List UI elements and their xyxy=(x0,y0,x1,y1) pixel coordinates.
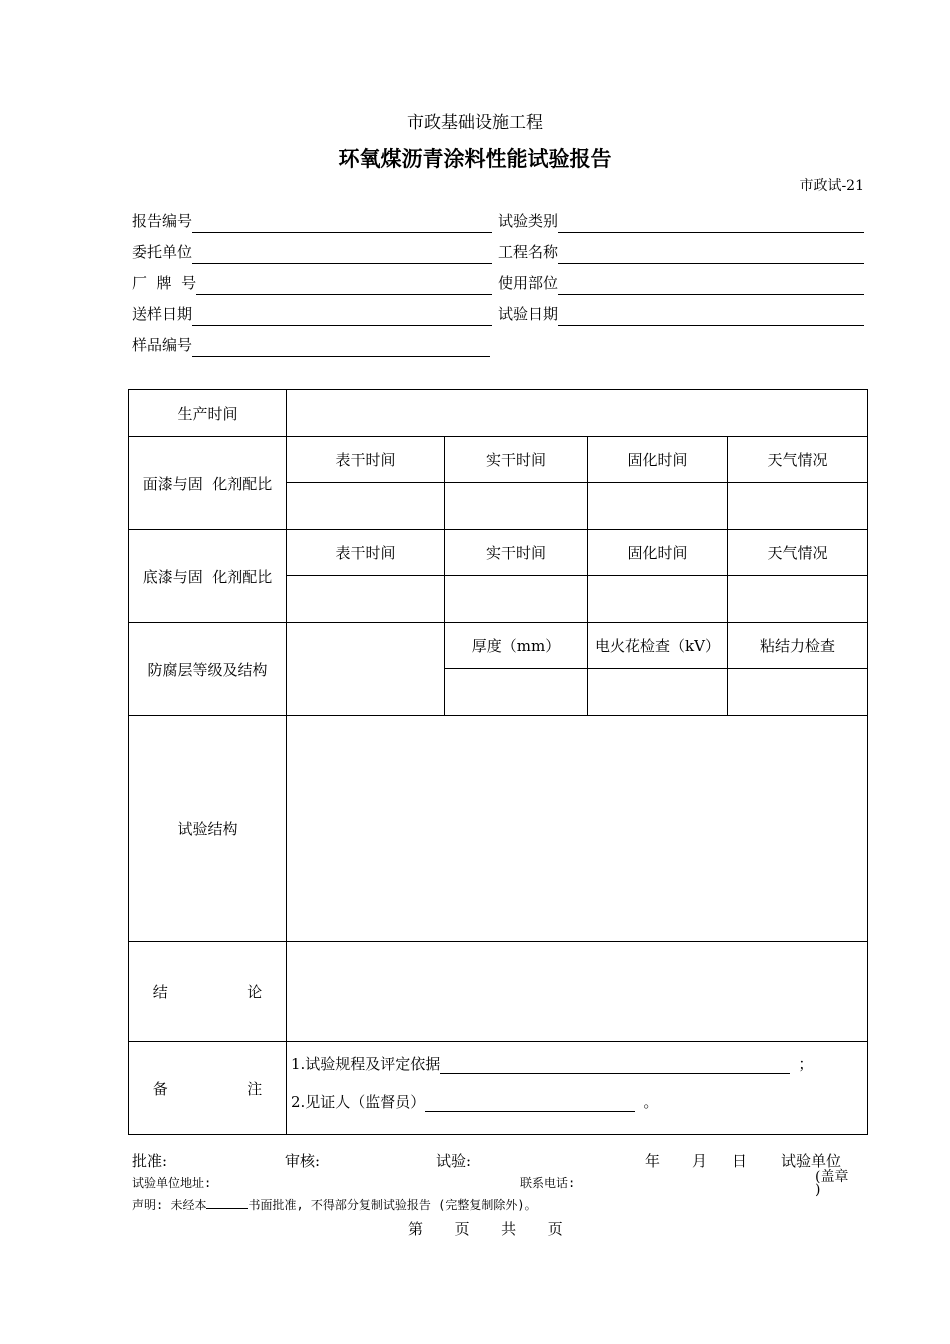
note1-end: ； xyxy=(798,1055,814,1073)
note1-blank[interactable] xyxy=(440,1055,790,1074)
report-table xyxy=(128,389,868,1135)
phone-label: 联系电话: xyxy=(520,1176,576,1190)
doc-subtitle: 市政基础设施工程 xyxy=(407,113,543,133)
primer-ratio-label: 底漆与固 化剂配比 xyxy=(129,530,287,623)
project-name-field[interactable] xyxy=(498,242,864,264)
statement xyxy=(132,1196,537,1213)
report-no-field[interactable] xyxy=(132,211,492,233)
topcoat-ratio-label: 面漆与固 化剂配比 xyxy=(129,437,287,530)
remarks-value xyxy=(287,1042,868,1135)
brand-label: 厂 牌 号 xyxy=(132,274,197,292)
client-label: 委托单位 xyxy=(132,243,193,261)
project-name-label: 工程名称 xyxy=(498,243,559,261)
form-number: 市政试-21 xyxy=(799,178,864,194)
unit-address-label: 试验单位地址: xyxy=(132,1176,212,1190)
seal-label: (盖章 xyxy=(815,1169,849,1185)
year-label: 年 xyxy=(645,1152,661,1170)
note2-blank[interactable] xyxy=(425,1093,635,1112)
topcoat-weather-value[interactable] xyxy=(728,483,868,530)
test-result-value[interactable] xyxy=(287,716,868,942)
test-type-field[interactable] xyxy=(498,211,864,233)
production-time-label: 生产时间 xyxy=(129,390,287,437)
spark-test-value[interactable] xyxy=(588,669,728,716)
page-c: 共 xyxy=(501,1220,517,1238)
page-counter xyxy=(408,1218,563,1239)
topcoat-cure-time-value[interactable] xyxy=(588,483,728,530)
spark-test-header: 电火花检查（kV） xyxy=(588,623,728,669)
sample-no-label: 样品编号 xyxy=(132,336,193,354)
usage-part-field[interactable] xyxy=(498,273,864,295)
conclusion-label xyxy=(129,942,287,1042)
usage-part-label: 使用部位 xyxy=(498,274,559,292)
day-label: 日 xyxy=(732,1152,748,1170)
test-type-label: 试验类别 xyxy=(498,212,559,230)
remarks-label-a: 备 xyxy=(152,1079,168,1098)
topcoat-cure-time-header: 固化时间 xyxy=(588,437,728,483)
remarks-label xyxy=(129,1042,287,1135)
conclusion-value[interactable] xyxy=(287,942,868,1042)
topcoat-surface-dry-value[interactable] xyxy=(287,483,445,530)
primer-surface-dry-header: 表干时间 xyxy=(287,530,445,576)
primer-hard-dry-value[interactable] xyxy=(445,576,588,623)
adhesion-header: 粘结力检查 xyxy=(728,623,868,669)
sample-no-field[interactable] xyxy=(132,335,490,357)
test-result-label: 试验结构 xyxy=(129,716,287,942)
primer-weather-header: 天气情况 xyxy=(728,530,868,576)
adhesion-value[interactable] xyxy=(728,669,868,716)
topcoat-weather-header: 天气情况 xyxy=(728,437,868,483)
test-date-field[interactable] xyxy=(498,304,864,326)
conclusion-label-a: 结 xyxy=(152,983,168,1001)
primer-weather-value[interactable] xyxy=(728,576,868,623)
statement-b: 书面批准, 不得部分复制试验报告 (完整复制除外)。 xyxy=(248,1198,537,1212)
primer-cure-time-value[interactable] xyxy=(588,576,728,623)
remarks-label-b: 注 xyxy=(247,1079,263,1098)
page-a: 第 xyxy=(408,1220,424,1238)
production-time-value[interactable] xyxy=(287,390,868,437)
anticorrosion-value[interactable] xyxy=(287,623,445,716)
seal-close: ) xyxy=(815,1182,821,1198)
approve-label: 批准: xyxy=(132,1152,168,1170)
note1-label: 1.试验规程及评定依据 xyxy=(291,1055,441,1073)
test-label: 试验: xyxy=(436,1152,472,1170)
conclusion-label-b: 论 xyxy=(247,983,263,1001)
note2-label: 2.见证人（监督员） xyxy=(291,1093,426,1111)
review-label: 审核: xyxy=(285,1152,321,1170)
report-no-label: 报告编号 xyxy=(132,212,193,230)
page-d: 页 xyxy=(547,1220,563,1238)
sample-date-field[interactable] xyxy=(132,304,492,326)
brand-field[interactable] xyxy=(132,273,492,295)
page-b: 页 xyxy=(454,1220,470,1238)
topcoat-hard-dry-header: 实干时间 xyxy=(445,437,588,483)
anticorrosion-label: 防腐层等级及结构 xyxy=(129,623,287,716)
doc-title: 环氧煤沥青涂料性能试验报告 xyxy=(338,147,612,171)
sample-date-label: 送样日期 xyxy=(132,305,193,323)
client-field[interactable] xyxy=(132,242,492,264)
topcoat-surface-dry-header: 表干时间 xyxy=(287,437,445,483)
topcoat-hard-dry-value[interactable] xyxy=(445,483,588,530)
month-label: 月 xyxy=(692,1152,708,1170)
test-date-label: 试验日期 xyxy=(498,305,559,323)
primer-hard-dry-header: 实干时间 xyxy=(445,530,588,576)
test-unit-label: 试验单位 xyxy=(781,1152,842,1170)
note2-end: 。 xyxy=(643,1093,659,1111)
thickness-header: 厚度（mm） xyxy=(445,623,588,669)
statement-a: 声明: 未经本 xyxy=(132,1198,207,1212)
thickness-value[interactable] xyxy=(445,669,588,716)
primer-surface-dry-value[interactable] xyxy=(287,576,445,623)
primer-cure-time-header: 固化时间 xyxy=(588,530,728,576)
